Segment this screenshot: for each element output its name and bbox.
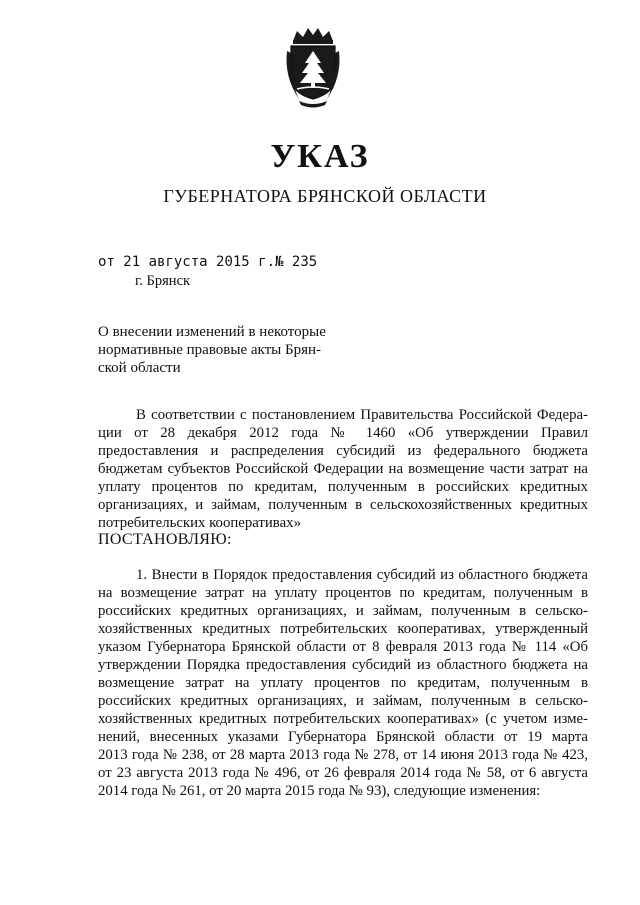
paragraph-line: ции от 28 декабря 2012 года № 1460 «Об утверждении Правил: [98, 425, 588, 441]
subject-block: [98, 323, 348, 377]
paragraph-line: указом Губернатора Брянской области от 8 февраля 2013 года № 114 «Об: [98, 639, 588, 655]
paragraph-line: В соответствии с постановлением Правительства Российской Федера-: [136, 407, 588, 423]
paragraph-line: 1. Внести в Порядок предоставления субсидий из областного бюджета: [136, 567, 588, 583]
paragraph-line: утверждении Порядка предоставления субсидий из областного бюджета на: [98, 657, 588, 673]
city-name: г. Брянск: [135, 273, 191, 289]
ribbon-icon: [299, 101, 327, 108]
paragraph-line: организациях, и займам, полученным в сельскохозяйственных кредитных: [98, 497, 588, 513]
paragraph-line: хозяйственных кредитных потребительских кооперативах, утвержденный: [98, 621, 588, 637]
paragraph-line: уплату процентов по кредитам, полученным в российских кредитных: [98, 479, 588, 495]
paragraph-line: от 23 августа 2013 года № 496, от 26 февраля 2014 года № 58, от 6 августа: [98, 765, 588, 781]
paragraph-line: российских кредитных организациях, и займам, полученным в сельско-: [98, 603, 588, 619]
document-date: 21 августа 2015 г.: [123, 254, 276, 270]
crown-icon: [293, 28, 333, 44]
number-sign: №: [275, 254, 284, 270]
paragraph-line: российских кредитных организациях, и займам, полученным в сельско-: [98, 693, 588, 709]
paragraph-line: потребительских кооперативах»: [98, 515, 301, 531]
paragraph-line: нений, внесенных указами Губернатора Брянской области от 19 марта: [98, 729, 588, 745]
document-number: 235: [291, 254, 318, 270]
item-1-paragraph: [98, 566, 588, 800]
paragraph-line: предоставления и распределения субсидий из федерального бюджета: [98, 443, 588, 459]
paragraph-line: на возмещение затрат на уплату процентов по кредитам, полученным в: [98, 585, 588, 601]
paragraph-line: 2013 года № 238, от 28 марта 2013 года № 278, от 14 июня 2013 года № 423,: [98, 747, 588, 763]
decree-word: ПОСТАНОВЛЯЮ:: [98, 531, 232, 548]
paragraph-line: хозяйственных кредитных потребительских кооперативах» (с учетом изме-: [98, 711, 588, 727]
paragraph-line: бюджетам субъектов Российской Федерации на возмещение части затрат на: [98, 461, 588, 477]
coat-of-arms-emblem: [283, 27, 343, 109]
date-prefix: от: [98, 254, 115, 270]
date-number-line: [98, 254, 317, 270]
preamble-paragraph: [98, 406, 588, 532]
subject-line: О внесении изменений в некоторые: [98, 324, 326, 340]
paragraph-line: 2014 года № 261, от 20 марта 2015 года № 93), следующие изменения:: [98, 783, 541, 799]
paragraph-line: возмещение затрат на уплату процентов по кредитам, полученным в: [98, 675, 588, 691]
document-title: УКАЗ: [270, 138, 370, 175]
subject-line: нормативные правовые акты Брян-: [98, 342, 322, 358]
subject-line: ской области: [98, 360, 181, 376]
document-subtitle: ГУБЕРНАТОРА БРЯНСКОЙ ОБЛАСТИ: [163, 186, 487, 206]
